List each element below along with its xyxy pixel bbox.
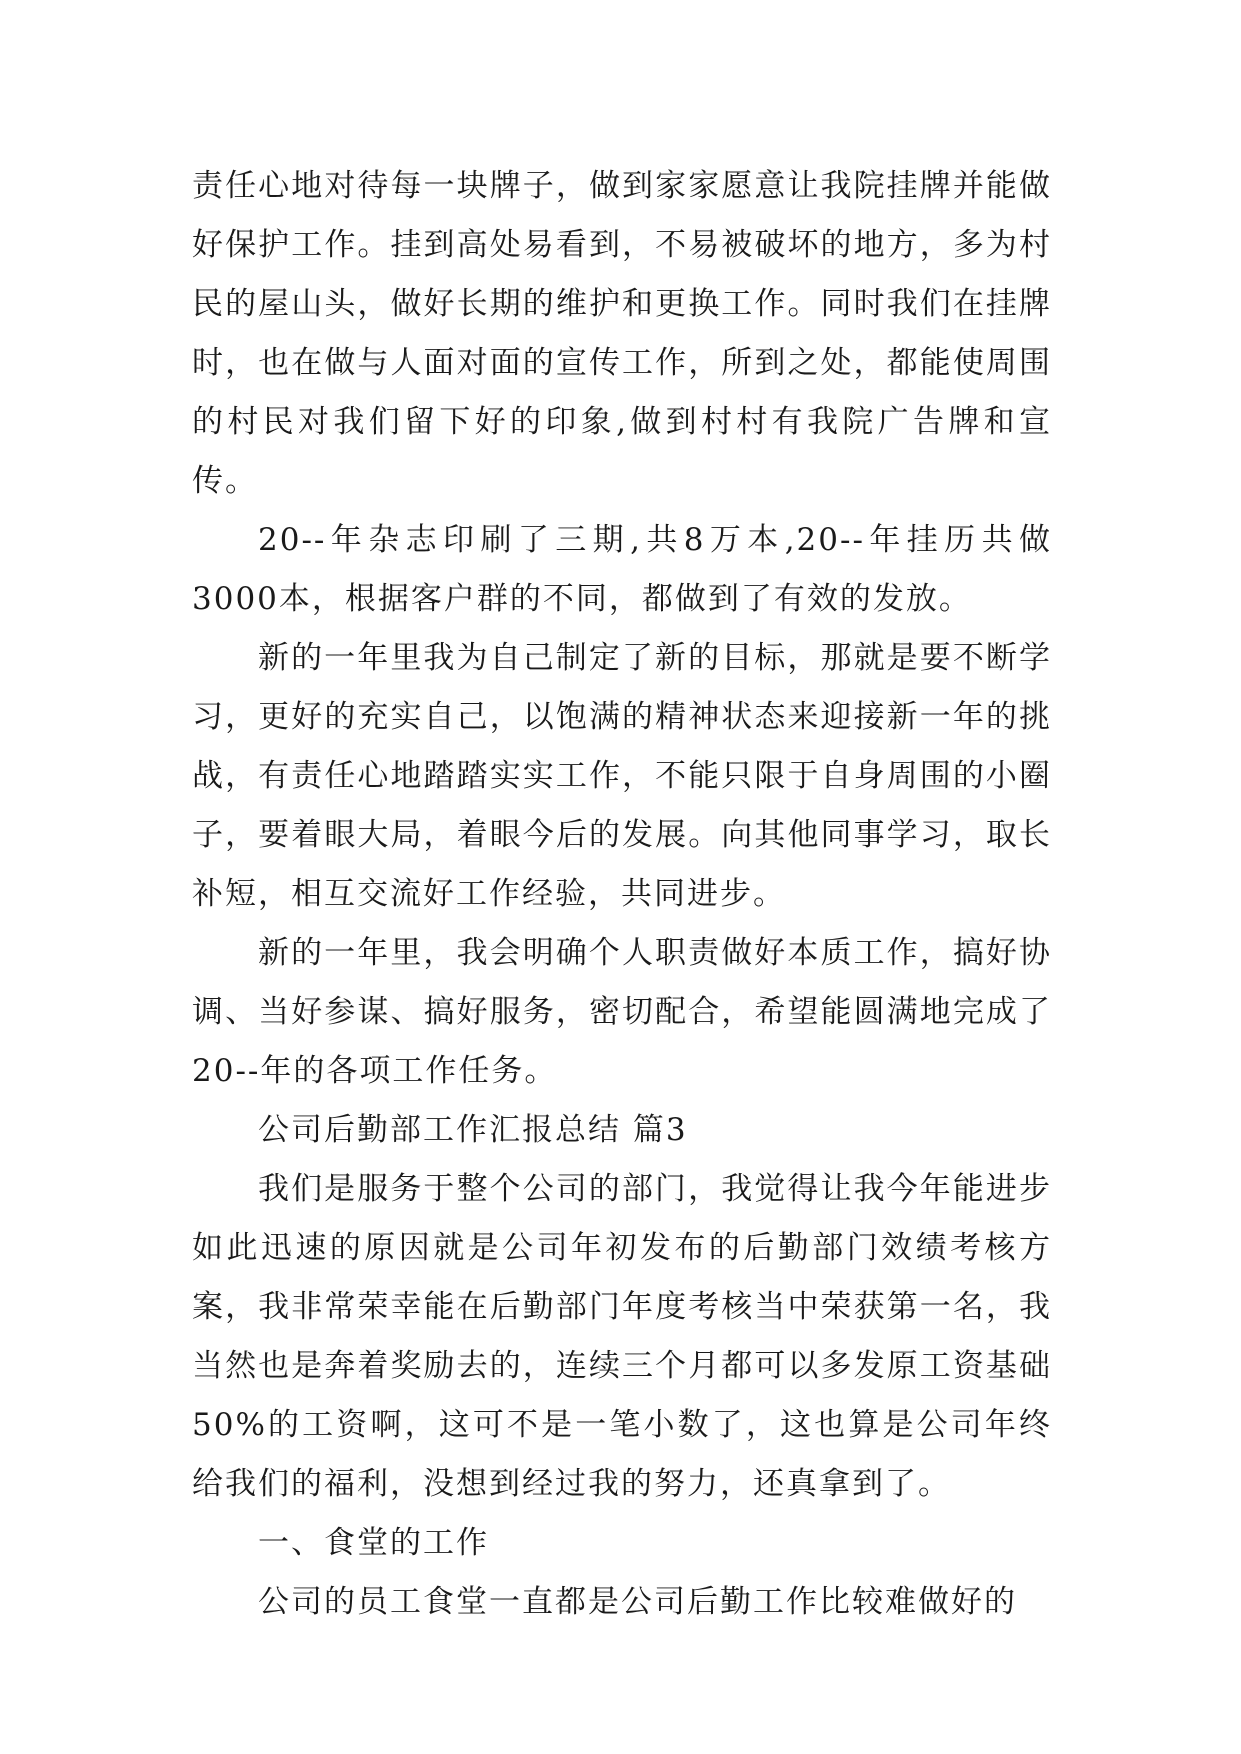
paragraph-signage: 责任心地对待每一块牌子，做到家家愿意让我院挂牌并能做好保护工作。挂到高处易看到，不易被破坏的地方，多为村民的屋山头，做好长期的维护和更换工作。同时我们在挂牌时，也在做与人面对面的宣传工作，所到之处，都能使周围的村民对我们留下好的印象,做到村村有我院广告牌和宣传。 bbox=[192, 168, 1052, 499]
paragraph-duties: 新的一年里，我会明确个人职责做好本质工作，搞好协调、当好参谋、搞好服务，密切配合，希望能圆满地完成了20--年的各项工作任务。 bbox=[192, 935, 1052, 1089]
document-body bbox=[192, 157, 1052, 1632]
paragraph-department-intro: 我们是服务于整个公司的部门，我觉得让我今年能进步如此迅速的原因就是公司年初发布的后勤部门效绩考核方案，我非常荣幸能在后勤部门年度考核当中荣获第一名，我当然也是奔着奖励去的，连续三个月都可以多发原工资基础50%的工资啊，这可不是一笔小数了，这也算是公司年终给我们的福利，没想到经过我的努力，还真拿到了。 bbox=[192, 1171, 1052, 1502]
paragraph-new-goals: 新的一年里我为自己制定了新的目标，那就是要不断学习，更好的充实自己，以饱满的精神状态来迎接新一年的挑战，有责任心地踏踏实实工作，不能只限于自身周围的小圈子，要着眼大局，着眼今后的发展。向其他同事学习，取长补短，相互交流好工作经验，共同进步。 bbox=[192, 640, 1052, 912]
paragraph-print-materials: 20--年杂志印刷了三期,共8万本,20--年挂历共做3000本，根据客户群的不同，都做到了有效的发放。 bbox=[192, 522, 1052, 617]
section-title: 公司后勤部工作汇报总结 篇3 bbox=[258, 1112, 688, 1148]
paragraph-canteen: 公司的员工食堂一直都是公司后勤工作比较难做好的 bbox=[258, 1584, 1017, 1620]
subheading-canteen: 一、食堂的工作 bbox=[258, 1525, 489, 1561]
